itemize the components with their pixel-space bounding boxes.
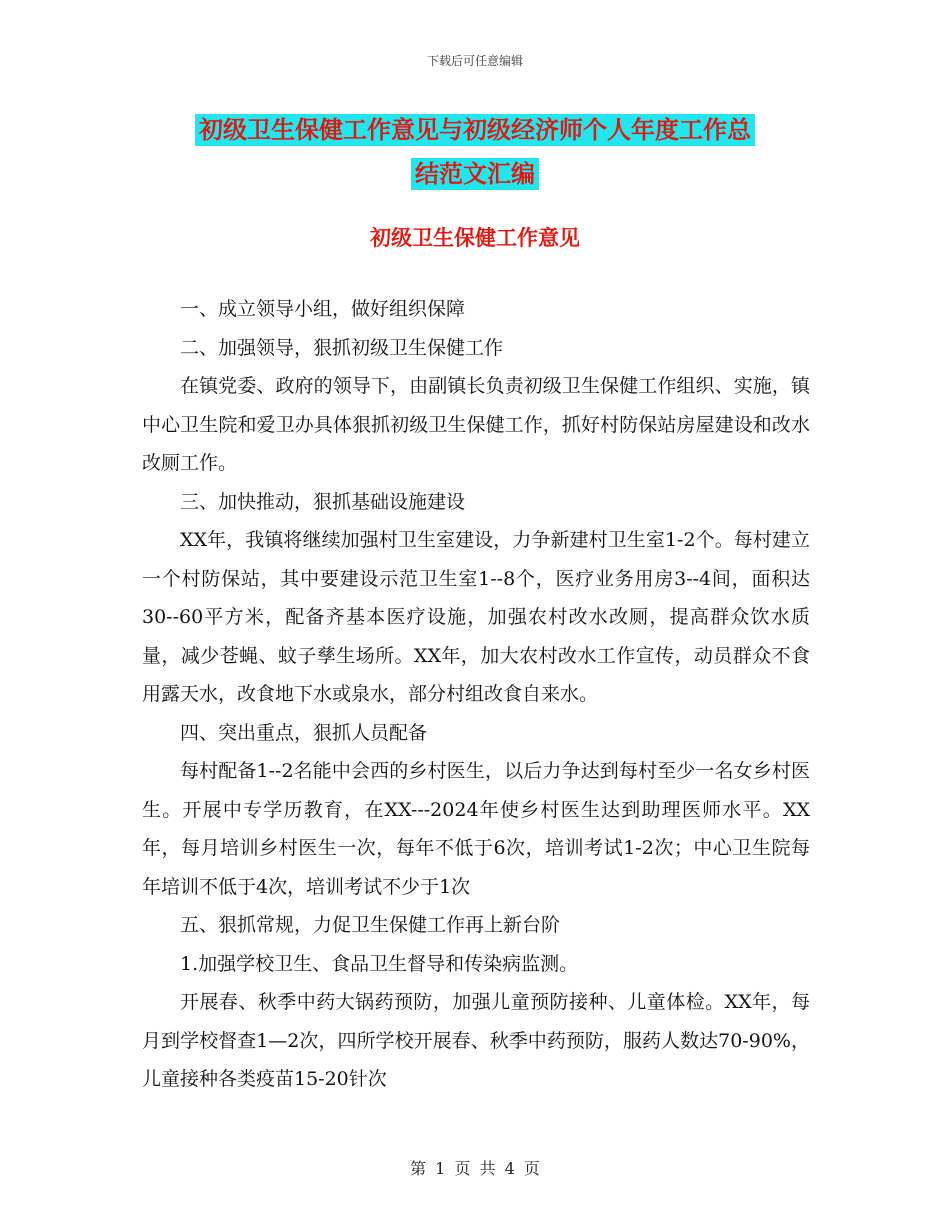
paragraph-heading-1: 一、成立领导小组，做好组织保障 <box>180 298 466 320</box>
paragraph-heading-3: 三、加快推动，狠抓基础设施建设 <box>180 490 466 513</box>
paragraph-heading-5: 五、狠抓常规，力促卫生保健工作再上新台阶 <box>180 914 561 936</box>
paragraph: 开展春、秋季中药大锅药预防，加强儿童预防接种、儿童体检。XX年，每月到学校督查1—2次，四所学校开展春、秋季中药预防，服药人数达70-90%，儿童接种各类疫苗15-20针次 <box>142 991 810 1090</box>
paragraph: 在镇党委、政府的领导下，由副镇长负责初级卫生保健工作组织、实施，镇中心卫生院和爱卫办具体狠抓初级卫生保健工作，抓好村防保站房屋建设和改水改厕工作。 <box>142 375 810 474</box>
page-number: 第 1 页 共 4 页 <box>410 1159 540 1178</box>
body-text <box>142 290 810 1099</box>
paragraph-subheading: 1.加强学校卫生、食品卫生督导和传染病监测。 <box>180 952 579 975</box>
paragraph: XX年，我镇将继续加强村卫生室建设，力争新建村卫生室1-2个。每村建立一个村防保站，其中要建设示范卫生室1--8个，医疗业务用房3--4间，面积达30--60平方米，配备齐基本医疗设施，加强农村改水改厕，提高群众饮水质量，减少苍蝇、蚊子孳生场所。XX年，加大农村改水工作宣传，动员群众不食用露天水，改食地下水或泉水，部分村组改食自来水。 <box>142 529 810 705</box>
document-title-line-2: 结范文汇编 <box>411 158 539 190</box>
page-header-note: 下载后可任意编辑 <box>426 54 523 68</box>
document-title <box>0 108 950 196</box>
paragraph-heading-4: 四、突出重点，狠抓人员配备 <box>180 721 428 744</box>
section-title: 初级卫生保健工作意见 <box>370 226 580 250</box>
document-title-line-1: 初级卫生保健工作意见与初级经济师个人年度工作总 <box>195 114 755 146</box>
paragraph-heading-2: 二、加强领导，狠抓初级卫生保健工作 <box>180 336 504 359</box>
paragraph: 每村配备1--2名能中会西的乡村医生，以后力争达到每村至少一名女乡村医生。开展中专学历教育，在XX---2024年使乡村医生达到助理医师水平。XX年，每月培训乡村医生一次，每年不低于6次，培训考试1-2次；中心卫生院每年培训不低于4次，培训考试不少于1次 <box>142 760 810 898</box>
